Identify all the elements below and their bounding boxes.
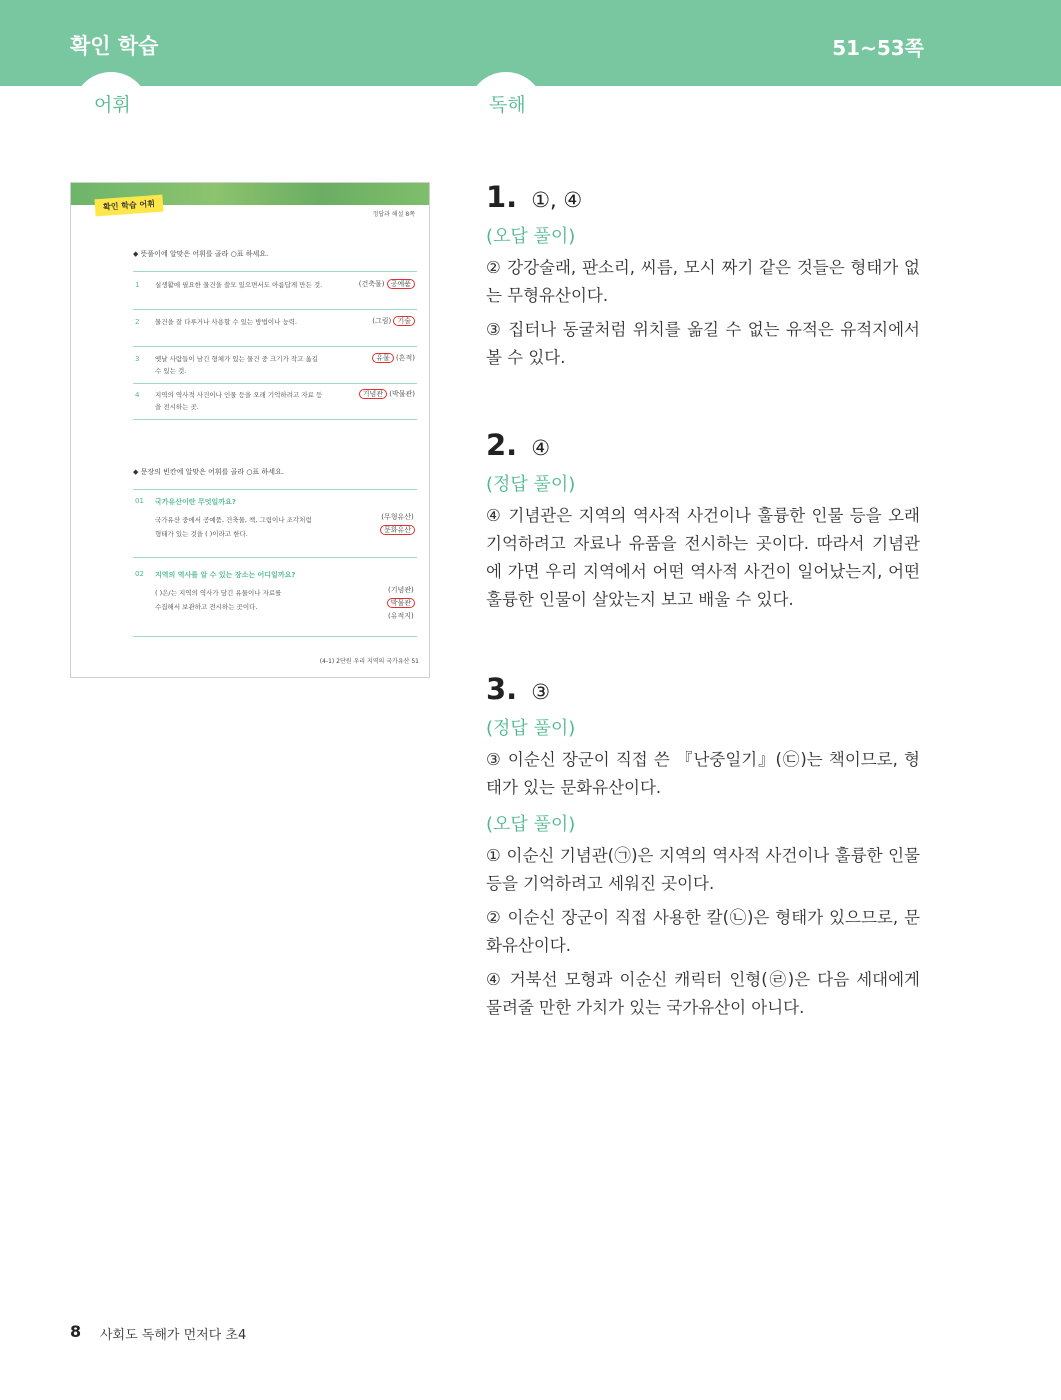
thumbnail-tag: 확인 학습 어휘 [94, 195, 163, 217]
explanation-paragraph: ② 강강술래, 판소리, 씨름, 모시 짜기 같은 것들은 형태가 없는 무형유산이다. [486, 258, 920, 305]
vocab-row-number: 4 [135, 391, 140, 399]
choice-a: (건축물) [358, 280, 385, 288]
vocab-row [133, 383, 417, 420]
question-choices [380, 511, 415, 537]
fill-blank-question [133, 497, 417, 558]
vocab-row [133, 347, 417, 384]
section-label-reading: 독해 [489, 94, 526, 116]
explanation-paragraph: ③ 집터나 동굴처럼 위치를 옮길 수 없는 유적은 유적지에서 볼 수 있다. [486, 320, 920, 367]
answer-symbol: ①, ④ [531, 188, 583, 212]
explanation-paragraph: ② 이순신 장군이 직접 사용한 칼(㉡)은 형태가 있으므로, 문화유산이다. [486, 908, 920, 955]
explanation-paragraph: ③ 이순신 장군이 직접 쓴 『난중일기』(㉢)는 책이므로, 형태가 있는 문화유산이다. [486, 750, 920, 797]
choice: (무형유산) [381, 513, 414, 521]
thumbnail-instruction-1: ◆ 뜻풀이에 알맞은 어휘를 골라 ○표 하세요. [133, 250, 269, 258]
choice: (기념관) [387, 586, 414, 594]
choice-circled: 문화유산 [380, 525, 415, 535]
vocab-row-choices [359, 389, 415, 399]
fill-blank-question [133, 570, 417, 637]
answer-heading [486, 180, 920, 214]
choice-b: (흔적) [396, 354, 415, 362]
choice-a-circled: 기념관 [359, 389, 387, 399]
question-line: 국가유산 중에서 공예품, 건축물, 책, 그림이나 조각처럼 [155, 516, 312, 524]
explanation-label: (오답 풀이) [486, 814, 576, 835]
answer-number: 3. [486, 672, 518, 706]
choice-circled: 박물관 [387, 598, 415, 608]
question-line: 수집해서 보관하고 전시하는 곳이다. [155, 603, 258, 611]
page-number: 8 [70, 1322, 82, 1341]
question-body [155, 586, 345, 614]
question-line: 형태가 있는 것을 ( )이라고 한다. [155, 530, 248, 538]
question-number: 02 [135, 570, 144, 578]
vocab-row-number: 2 [135, 318, 140, 326]
choice: (유적지) [387, 612, 414, 620]
answer-number: 2. [486, 428, 518, 462]
thumbnail-divider [133, 489, 417, 490]
thumbnail-answer-ref: 정답과 해설 8쪽 [372, 211, 415, 218]
vocab-row-choices [359, 279, 415, 289]
answer-symbol: ③ [531, 680, 551, 704]
choice-b: (박물관) [389, 390, 415, 398]
thumbnail-footer: (4-1) 2단원 우리 지역의 국가유산 51 [319, 658, 419, 665]
vocab-row-choices [372, 353, 415, 363]
book-title: 사회도 독해가 먼저다 초4 [100, 1328, 247, 1343]
choice-b-circled: 공예품 [387, 279, 415, 289]
thumbnail-instruction-2: ◆ 문장의 빈칸에 알맞은 어휘를 골라 ○표 하세요. [133, 468, 285, 476]
answer-2 [486, 428, 920, 614]
vocab-row-definition: 실생활에 필요한 물건을 쓸모 있으면서도 아름답게 만든 것. [155, 281, 323, 289]
question-choices [387, 584, 415, 623]
vocab-row-definition: 물건을 잘 다루거나 사용할 수 있는 방법이나 능력. [155, 318, 298, 326]
explanation-label: (오답 풀이) [486, 226, 576, 247]
header-bar [0, 0, 1061, 86]
answer-heading [486, 672, 920, 706]
vocab-row [133, 310, 417, 347]
explanation-paragraph: ④ 거북선 모형과 이순신 캐릭터 인형(㉣)은 다음 세대에게 물려줄 만한 가치가 있는 국가유산이 아니다. [486, 970, 920, 1017]
explanation-paragraph: ④ 기념관은 지역의 역사적 사건이나 훌륭한 인물 등을 오래 기억하려고 자료나 유품을 전시하는 곳이다. 따라서 기념관에 가면 우리 지역에서 어떤 역사적 사건이 일어났는지, 어떤 훌륭한 인물이 살았는지 보고 배울 수 있다. [486, 506, 920, 609]
answer-heading [486, 428, 920, 462]
vocab-row-definition: 지역의 역사적 사건이나 인물 등을 오래 기억하려고 자료 등을 전시하는 곳. [155, 391, 323, 411]
vocab-row [133, 273, 417, 310]
answer-1 [486, 180, 920, 372]
choice-a: (그림) [372, 317, 392, 325]
thumbnail-divider [133, 271, 417, 272]
vocab-row-choices [372, 316, 415, 326]
choice-b-circled: 기술 [393, 316, 415, 326]
explanation-paragraph: ① 이순신 기념관(㉠)은 지역의 역사적 사건이나 훌륭한 인물 등을 기억하려고 세워진 곳이다. [486, 846, 920, 893]
explanation-label: (정답 풀이) [486, 718, 576, 739]
choice-a-circled: 유물 [372, 353, 394, 363]
header-page-range: 51~53쪽 [832, 36, 924, 60]
question-number: 01 [135, 497, 144, 505]
explanation-label: (정답 풀이) [486, 474, 576, 495]
answer-symbol: ④ [531, 436, 551, 460]
vocab-row-number: 1 [135, 281, 140, 289]
question-line: ( )은/는 지역의 역사가 담긴 유물이나 자료를 [155, 589, 282, 597]
section-label-vocab: 어휘 [94, 94, 131, 116]
answer-3 [486, 672, 920, 1022]
question-title: 국가유산이란 무엇일까요? [155, 498, 236, 506]
answer-number: 1. [486, 180, 518, 214]
question-title: 지역의 역사를 알 수 있는 장소는 어디일까요? [155, 571, 296, 579]
question-body [155, 513, 345, 541]
vocab-row-definition: 옛날 사람들이 남긴 형체가 있는 물건 중 크기가 작고 옮길 수 있는 것. [155, 355, 319, 375]
vocab-row-number: 3 [135, 355, 140, 363]
workbook-page-thumbnail [70, 182, 430, 678]
header-title: 확인 학습 [70, 34, 159, 58]
